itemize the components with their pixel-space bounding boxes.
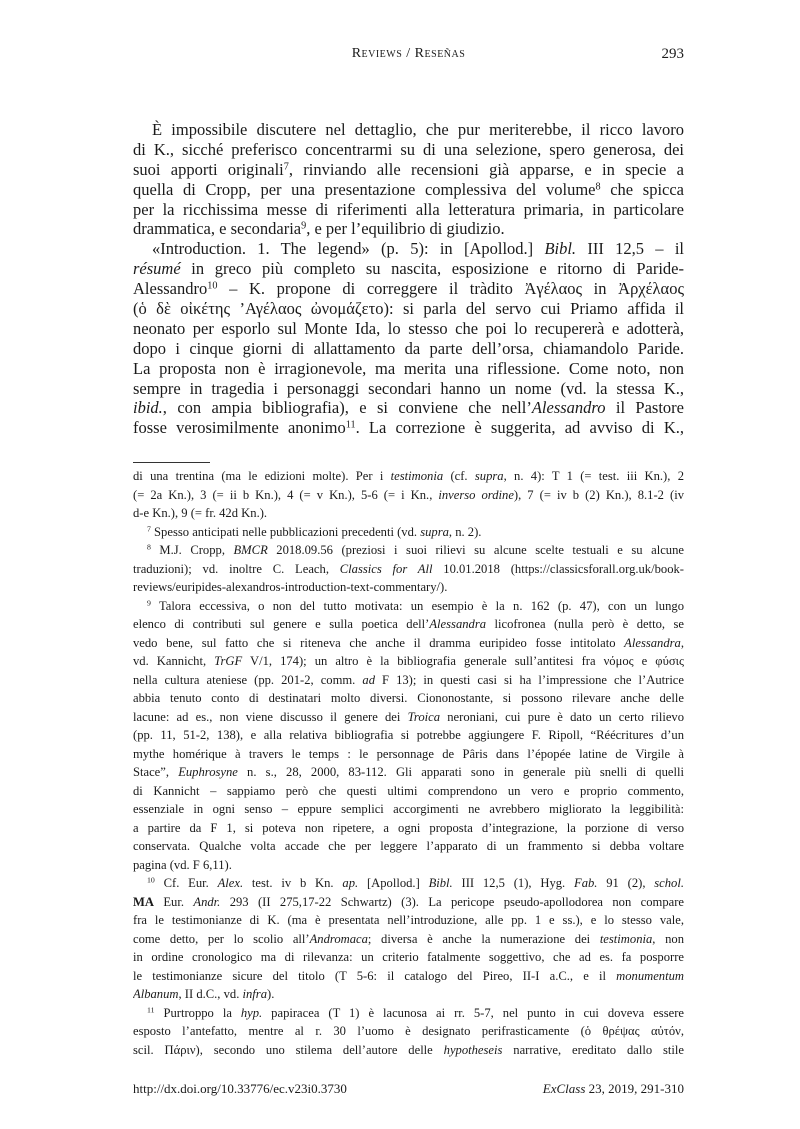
italic-text: Andromaca (309, 931, 368, 946)
footnote-line (133, 560, 684, 579)
footnote-line (133, 726, 684, 745)
text-run: ; diversa è anche la numerazione dei (367, 931, 600, 946)
text-run: suoi apporti originali (133, 159, 284, 179)
text-run: in ordine cronologico ma di rilevanza: un criterio fatalmente soggettivo, che ad es. fa posporre (133, 950, 684, 964)
footnote-ref: 8 (147, 542, 151, 552)
italic-text: Bibl. (544, 239, 577, 259)
body-line (133, 279, 684, 299)
footnote-line (133, 800, 684, 819)
journal-citation (543, 1081, 684, 1097)
footnote-line (133, 874, 684, 893)
text-run: neroniani, cui pure è dato un certo rilievo (440, 709, 684, 724)
italic-text: Euphrosyne (178, 765, 238, 779)
footnote-line (133, 652, 684, 671)
footnote-ref: 7 (283, 161, 289, 173)
italic-text: Alessandro (531, 398, 606, 418)
text-run: Alessandro (133, 279, 208, 299)
footnote-line (133, 745, 684, 764)
italic-text: hyp. (240, 1005, 263, 1020)
text-run: , non (652, 931, 684, 946)
text-run: , n. 4): T 1 (= test. iii Kn.), 2 (503, 469, 684, 483)
page-number: 293 (661, 46, 684, 62)
text-run: (cf. (443, 469, 475, 483)
text-run: in greco più completo su nascita, esposizione e ritorno di Paride- (180, 259, 684, 279)
footnote-line (133, 893, 684, 912)
footnote-line (133, 541, 684, 560)
text-run: sempre in tragedia i personaggi secondari hanno un nome (vd. la stessa K., (133, 378, 684, 398)
text-run: fra le testimonianze di K. (ma è presentata nell’introduzione, alle pp. 1 e ss.), e lo stesso vale, (133, 913, 684, 927)
footnote-line (133, 578, 684, 597)
text-run: vedo bene, sul fatto che si riteneva che anche il dramma euripideo fosse intitolato (133, 635, 625, 650)
text-run: a partire da F 1, si poteva non ripetere, a ogni proposta d’integrazione, la porzione di verso (133, 820, 684, 835)
footnotes (133, 467, 684, 1059)
body-line (133, 219, 684, 239)
italic-text: Classics for All (339, 561, 433, 576)
text-run: lacune: ad es., non viene discusso il genere dei (133, 709, 408, 724)
text-run: ). (267, 987, 275, 1001)
text-run: , rinviando alle recensioni già apparse, e in specie a (288, 159, 684, 179)
text-run: per la ricchissima messe di riferimenti alla letteratura primaria, in particolare (133, 199, 684, 219)
journal-volume: 23, 2019, 291-310 (585, 1081, 684, 1096)
text-run: V/1, 174); un altro è la bibliografia generale sull’antitesi fra νόμος e φύσις (242, 654, 684, 668)
footnote-line (133, 967, 684, 986)
text-run: Stace”, (133, 765, 179, 779)
text-run: n. s., 28, 2000, 83-112. Gli apparati sono in generale più snelli di quelli (237, 765, 684, 779)
footnote-line (133, 782, 684, 801)
italic-text: Albanum (133, 987, 179, 1001)
footnote-line (133, 948, 684, 967)
body-line (133, 359, 684, 379)
text-run: 91 (2), (597, 876, 655, 890)
italic-text: hypotheseis (443, 1042, 503, 1057)
text-run: narrative, ereditato dallo stile (502, 1042, 684, 1057)
footnote-line (133, 985, 684, 1004)
footnote-line (133, 504, 684, 523)
text-run: [Apollod.] (358, 876, 429, 890)
text-run: 2018.09.56 (preziosi i suoi rilievi su alcune scelte testuali e su alcune (267, 543, 684, 557)
text-run: di K., sicché preferisco concentrarmi su di una selezione, spero generosa, dei (133, 139, 684, 159)
text-run: elenco di contributi sul genere e sulla poetica dell’ (133, 617, 430, 631)
footnote-line (133, 1022, 684, 1041)
italic-text: supra (420, 524, 449, 539)
italic-text: monumentum (616, 968, 684, 983)
text-run: (ὁ δὲ οἰκέτης ’Αγέλαος ὠνομάζετο): si parla del servo cui Priamo affida il (133, 299, 684, 319)
body-line (133, 339, 684, 359)
footnote-ref: 9 (301, 220, 307, 232)
italic-text: infra (242, 987, 267, 1001)
body-line (133, 379, 684, 399)
text-run: che spicca (600, 179, 684, 199)
footnote-line (133, 819, 684, 838)
body-line (133, 299, 684, 319)
text-run: reviews/euripides-alexandros-introduction-text-commentary/). (133, 580, 448, 594)
footnote-line (133, 1004, 684, 1023)
footnote-line (133, 467, 684, 486)
text-run: La proposta non è irragionevole, ma merita una riflessione. Come noto, non (133, 358, 684, 378)
italic-text: BMCR (233, 543, 268, 557)
footnote-ref: 8 (595, 181, 601, 193)
footnote-line (133, 1041, 684, 1060)
footnote-ref: 11 (345, 419, 356, 431)
text-run: quella di Cropp, per una presentazione complessiva del volume (133, 179, 596, 199)
italic-text: ad (362, 672, 375, 687)
text-run: abbia tenuto conto di destinatari molto diversi. Ciononostante, si possono rilevare anche delle (133, 691, 684, 705)
text-run: ), 7 (= iv b (2) Kn.), 8.1-2 (iv (513, 487, 684, 502)
footnote-line (133, 856, 684, 875)
text-run: – K. propone di correggere il tràdito Ἀγέλαος in Ἀρχέλαος (217, 279, 684, 299)
footnote-line (133, 708, 684, 727)
text-run: drammatica, e secondaria (133, 219, 302, 239)
text-run: Eur. (153, 894, 194, 909)
text-run: III 12,5 (1), Hyg. (452, 876, 574, 890)
italic-text: supra (474, 469, 504, 483)
text-run: esposto l’antefatto, mentre al r. 30 l’uomo è designato perifrasticamente (ὁ θρέψας αὐτόν, (133, 1024, 684, 1038)
text-run: licofronea (nulla però è detto, se (486, 617, 684, 631)
footnote-line (133, 763, 684, 782)
text-run: (= 2a Kn.), 3 (= ii b Kn.), 4 (= v Kn.), 5-6 (= i Kn., (133, 487, 439, 502)
text-run: , e per l’equilibrio di giudizio. (306, 219, 505, 239)
body-line (133, 319, 684, 339)
text-run: dopo i cinque giorni di allattamento da parte dell’orsa, chiamandolo Paride. (133, 338, 684, 358)
body-line (133, 180, 684, 200)
footnote-line (133, 523, 684, 542)
footnote-line (133, 671, 684, 690)
text-run: Spesso anticipati nelle pubblicazioni precedenti (vd. (150, 524, 421, 539)
text-run: vd. Kannicht, (133, 654, 215, 668)
text-run: scil. Πάριν), secondo uno stilema dell’autore delle (133, 1042, 444, 1057)
body-line (133, 200, 684, 220)
body-line (133, 418, 684, 438)
footnote-line (133, 615, 684, 634)
italic-text: inverso ordine (438, 487, 514, 502)
text-run: Cf. Eur. (154, 876, 218, 890)
footnote-line (133, 486, 684, 505)
text-run: d-e Kn.), 9 (= fr. 42d Kn.). (133, 506, 268, 520)
footnote-line (133, 597, 684, 616)
text-run: . La correzione è suggerita, ad avviso di K., (355, 418, 684, 438)
italic-text: ibid. (133, 398, 163, 418)
italic-text: Bibl. (428, 876, 453, 890)
footnote-ref: 7 (147, 524, 151, 534)
text-run: F 13); in questi casi si ha l’impressione che l’Autrice (374, 672, 684, 687)
text-run: 10.01.2018 (https://classicsforall.org.uk/book- (432, 561, 684, 576)
text-run: «Introduction. 1. The legend» (p. 5): in [Apollod.] (152, 239, 545, 259)
text-run: neonato per esporlo sul Monte Ida, lo stesso che poi lo recupererà e adotterà, (133, 318, 684, 338)
footnote-ref: 10 (147, 875, 155, 885)
italic-text: testimonia (390, 469, 444, 483)
text-run: nella cultura ateniese (pp. 201-2, comm. (133, 672, 363, 687)
bold-text: MA (133, 894, 154, 909)
text-run: (pp. 11, 51-2, 138), e alla relativa bibliografia si potrebbe aggiungere F. Ripoll, “Réécritures d’un (133, 728, 684, 742)
italic-text: Alessandra (624, 635, 681, 650)
footnote-separator (133, 462, 210, 463)
italic-text: Alex. (217, 876, 244, 890)
italic-text: schol. (654, 876, 684, 890)
footnote-ref: 11 (147, 1005, 155, 1015)
italic-text: Troica (407, 709, 441, 724)
text-run: fosse verosimilmente anonimo (133, 418, 346, 438)
footnote-line (133, 689, 684, 708)
text-run: Purtroppo la (154, 1005, 241, 1020)
body-line (133, 140, 684, 160)
text-run: di Kannicht – sappiamo però che questi ultimi comprendono un vero e proprio commento, (133, 783, 684, 798)
footnote-line (133, 634, 684, 653)
text-run: come detto, per lo scolio all’ (133, 931, 310, 946)
text-run: È impossibile discutere nel dettaglio, che pur meriterebbe, il ricco lavoro (152, 120, 684, 139)
text-run: papiracea (T 1) è lacunosa ai rr. 5-7, nel punto in cui doveva essere (262, 1005, 684, 1020)
italic-text: Fab. (574, 876, 598, 890)
text-run: test. iv b Kn. (243, 876, 343, 890)
text-run: M.J. Cropp, (150, 543, 234, 557)
body-line (133, 160, 684, 180)
body-line (133, 398, 684, 418)
footnote-ref: 9 (147, 598, 151, 608)
text-run: traduzioni); vd. inoltre C. Leach, (133, 561, 340, 576)
running-title: Reviews / Reseñas (351, 46, 466, 61)
text-run: III 12,5 – il (576, 239, 684, 259)
text-run: pagina (vd. F 6,11). (133, 857, 232, 872)
italic-text: Alessandra (429, 617, 487, 631)
footnote-ref: 10 (207, 280, 218, 292)
text-run: , n. 2). (448, 524, 482, 539)
italic-text: TrGF (214, 654, 243, 668)
body-line (133, 259, 684, 279)
text-run: Talora eccessiva, o non del tutto motivata: un esempio è la n. 162 (p. 47), con un lungo (150, 598, 684, 613)
text-run: conservata. Qualche volta accade che per leggere l’apparato di un frammento si debba voltare (133, 839, 684, 853)
text-run: , con ampia bibliografia), e si conviene che nell’ (162, 398, 532, 418)
running-header (133, 46, 684, 66)
footnote-line (133, 837, 684, 856)
footnote-line (133, 930, 684, 949)
text-run: le testimonianze sicure del titolo (T 5-6: il catalogo del Pireo, II-I a.C., e il (133, 968, 617, 983)
italic-text: résumé (133, 259, 181, 279)
text-run: di una trentina (ma le edizioni molte). Per i (133, 469, 391, 483)
text-run: mythe homérique à travers le temps : le personnage de Pâris dans l’épopée latine de Virgile à (133, 746, 684, 761)
text-run: , (680, 635, 684, 650)
journal-name: ExClass (542, 1081, 586, 1096)
body-text (133, 120, 684, 438)
text-run: , II d.C., vd. (178, 987, 243, 1001)
body-line (133, 120, 684, 140)
text-run: il Pastore (605, 398, 684, 418)
footnote-line (133, 911, 684, 930)
body-line (133, 239, 684, 259)
italic-text: Andr. (193, 894, 221, 909)
text-run: 293 (II 275,17-22 Schwartz) (3). La pericope pseudo-apollodorea non compare (220, 894, 684, 909)
text-run: essenziale in ogni senso – eppure semplici accorgimenti ne avrebbero migliorato la leggibilità: (133, 802, 684, 816)
italic-text: testimonia (599, 931, 653, 946)
italic-text: ap. (342, 876, 359, 890)
doi-link[interactable]: http://dx.doi.org/10.33776/ec.v23i0.3730 (133, 1081, 347, 1096)
